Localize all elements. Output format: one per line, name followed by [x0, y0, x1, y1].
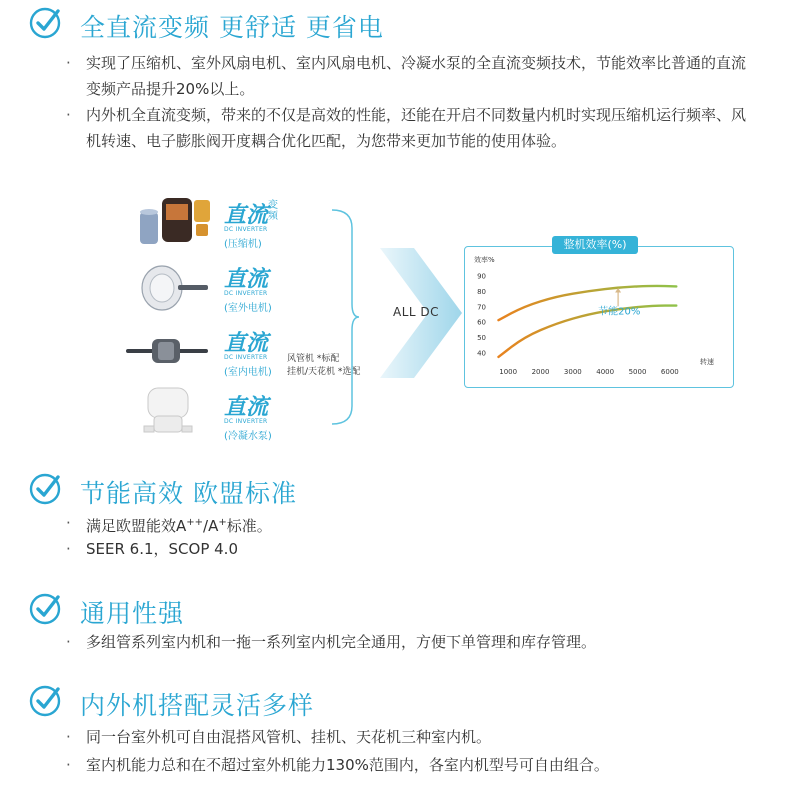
bullet-text: 多组管系列室内机和一拖一系列室内机完全通用，方便下单管理和库存管理。 [86, 633, 597, 651]
logo-en: DC INVERTER [224, 290, 268, 297]
bullet-item [66, 629, 766, 655]
bullet-mark: · [66, 756, 71, 774]
logo-side-char: 变 [268, 200, 278, 211]
x-tick-label: 5000 [628, 368, 647, 376]
bullet-mark: · [66, 540, 71, 558]
text-part: 标准。 [226, 517, 272, 535]
series-line-1 [498, 306, 676, 357]
dc-inverter-logo [224, 396, 304, 442]
condensate-pump-image [140, 382, 200, 440]
text-part: /A [203, 517, 219, 535]
bullet-mark: · [66, 514, 71, 532]
y-tick-label: 60 [477, 318, 486, 327]
bullet-mark: · [66, 633, 71, 651]
logo-en: DC INVERTER [224, 226, 268, 233]
bullet-mark: · [66, 106, 71, 124]
x-tick-label: 4000 [596, 368, 615, 376]
bullet-item [66, 102, 756, 154]
bullet-text: 室内机能力总和在不超过室外机能力130%范围内，各室内机型号可自由组合。 [86, 756, 609, 774]
logo-text: 直流 [224, 330, 269, 356]
logo-en: DC INVERTER [224, 418, 268, 425]
superscript: + [218, 517, 227, 528]
logo-side-text [268, 200, 278, 222]
y-tick-label: 50 [477, 334, 486, 342]
indoor-fan-motor-image [124, 334, 210, 368]
bracket-divider [330, 208, 360, 426]
component-label: (室内电机) [224, 367, 272, 378]
bullet-mark: · [66, 54, 71, 72]
annotation-label: 节能20% [598, 306, 641, 318]
logo-text: 直流 [224, 394, 269, 420]
outdoor-fan-motor-image [138, 264, 210, 312]
y-tick-label: 70 [477, 303, 486, 312]
x-tick-label: 1000 [499, 368, 518, 376]
component-label: (冷凝水泵) [224, 431, 272, 442]
check-circle-icon [28, 472, 62, 506]
y-tick-label: 90 [477, 272, 486, 281]
bullet-item [66, 50, 756, 102]
all-dc-label: ALL DC [393, 305, 440, 319]
section-title-flexible-matching: 内外机搭配灵活多样 [80, 691, 315, 720]
component-label: (压缩机) [224, 239, 262, 250]
y-tick-label: 40 [477, 349, 486, 358]
bullet-text [86, 510, 756, 539]
bullet-item [66, 752, 766, 778]
bullet-text: 同一台室外机可自由混搭风管机、挂机、天花机三种室内机。 [86, 728, 492, 746]
section-title-eu-standard: 节能高效 欧盟标准 [80, 479, 297, 508]
bullet-item [66, 724, 766, 750]
section-title-compatibility: 通用性强 [80, 599, 185, 628]
logo-text: 直流 [224, 202, 269, 228]
logo-en: DC INVERTER [224, 354, 268, 361]
x-axis-label: 转速 [700, 358, 714, 366]
check-circle-icon [28, 592, 62, 626]
x-tick-label: 6000 [660, 368, 679, 376]
bullet-text: SEER 6.1，SCOP 4.0 [86, 540, 238, 558]
chart-title: 整机效率(%) [552, 236, 638, 254]
bullet-mark: · [66, 728, 71, 746]
y-tick-label: 80 [477, 288, 486, 296]
indoor-note-ducted: 风管机 *标配 [287, 354, 340, 364]
efficiency-chart [464, 246, 732, 386]
superscript: ++ [186, 517, 204, 528]
bullet-item [66, 510, 756, 539]
logo-text: 直流 [224, 266, 269, 292]
compressor-image [134, 192, 216, 250]
bullet-text: 实现了压缩机、室外风扇电机、室内风扇电机、冷凝水泵的全直流变频技术，节能效率比普通的直流变频产品提升20%以上。 [86, 54, 747, 98]
x-tick-label: 2000 [531, 368, 550, 376]
indoor-note-wall-ceiling: 挂机/天花机 *选配 [287, 367, 361, 377]
x-tick-label: 3000 [563, 368, 582, 376]
check-circle-icon [28, 6, 62, 40]
dc-inverter-logo [224, 200, 304, 250]
text-part: 满足欧盟能效A [86, 517, 187, 535]
bullet-item [66, 536, 756, 562]
component-label: (室外电机) [224, 303, 272, 314]
bullet-text: 内外机全直流变频，带来的不仅是高效的性能，还能在开启不同数量内机时实现压缩机运行频率、风机转速、电子膨胀阀开度耦合优化匹配，为您带来更加节能的使用体验。 [86, 106, 747, 150]
logo-side-char: 频 [268, 211, 278, 222]
y-axis-label: 效率% [474, 256, 495, 264]
section-title-dc-inverter: 全直流变频 更舒适 更省电 [80, 13, 384, 42]
check-circle-icon [28, 684, 62, 718]
dc-inverter-logo [224, 268, 304, 314]
